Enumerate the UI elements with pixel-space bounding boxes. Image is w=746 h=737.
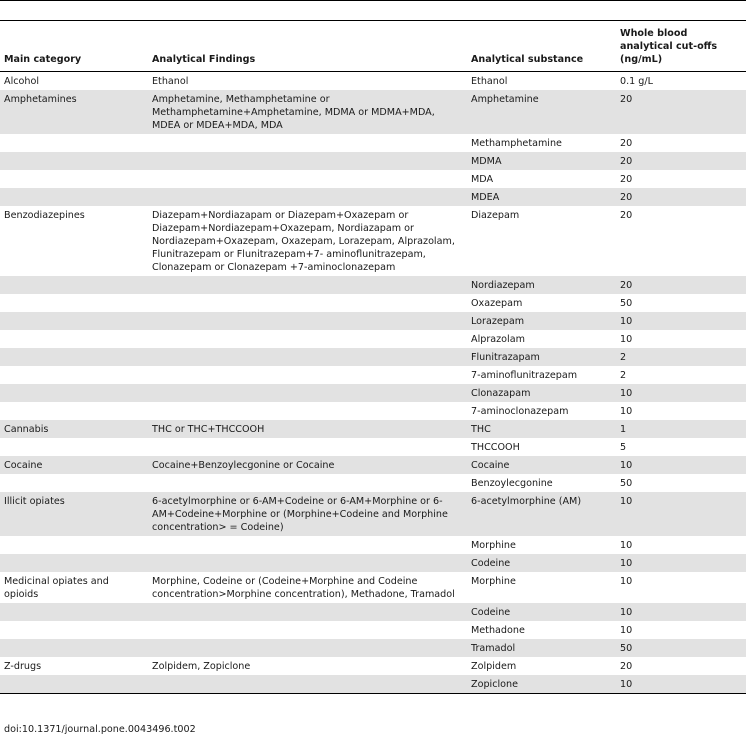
header-row — [0, 21, 746, 72]
cell-analytical-substance: MDMA — [467, 152, 616, 170]
cell-analytical-substance: Diazepam — [471, 210, 520, 221]
cell-analytical-findings — [148, 330, 467, 348]
cell-main-category: Cocaine — [0, 456, 148, 474]
cell-analytical-findings: Amphetamine, Methamphetamine or Methamphetamine+Amphetamine, MDMA or MDMA+MDA, MDEA or MDEA+MDA, MDA — [148, 90, 467, 134]
table-row — [0, 72, 746, 91]
cell-cutoff: 1 — [616, 420, 746, 438]
cell-analytical-findings — [148, 621, 467, 639]
table-row — [0, 639, 746, 657]
cell-cutoff: 2 — [616, 348, 746, 366]
cell-cutoff: 20 — [620, 661, 633, 672]
table-row — [0, 384, 746, 402]
header-analytical-substance: Analytical substance — [467, 21, 616, 72]
cell-cutoff: 10 — [620, 334, 633, 345]
cell-analytical-findings — [148, 312, 467, 330]
table-row — [0, 536, 746, 554]
table-row — [0, 621, 746, 639]
table-row — [0, 675, 746, 694]
cell-analytical-findings: THC or THC+THCCOOH — [148, 420, 467, 438]
table-row — [0, 276, 746, 294]
cell-analytical-findings — [148, 536, 467, 554]
cell-analytical-substance: Cocaine — [467, 456, 616, 474]
cell-cutoff: 10 — [620, 406, 633, 417]
cell-analytical-substance: 7-aminoflunitrazepam — [471, 370, 578, 381]
cell-analytical-substance: 6-acetylmorphine (AM) — [467, 492, 616, 536]
table-body — [0, 72, 746, 694]
cell-analytical-substance: Methadone — [471, 625, 525, 636]
table-row — [0, 420, 746, 438]
cell-analytical-substance: Codeine — [467, 554, 616, 572]
cell-main-category — [0, 402, 148, 420]
cell-cutoff: 5 — [620, 442, 627, 453]
cell-analytical-findings — [148, 188, 467, 206]
table-row — [0, 152, 746, 170]
cell-analytical-substance: Zopiclone — [467, 675, 616, 694]
cell-main-category — [0, 348, 148, 366]
cell-main-category: Alcohol — [4, 76, 39, 87]
cell-analytical-substance: Tramadol — [467, 639, 616, 657]
cell-analytical-findings: Diazepam+Nordiazapam or Diazepam+Oxazepam or Diazepam+Nordiazepam+Oxazepam, Nordiazapam or Nordiazepam+Oxazepam, Oxazepam, Lorazepam, Alprazolam, Flunitrazepam or Flunitrazepam+7- aminoflunitrazepam, Clonazepam or Clonazepam +7-aminoclonazepam — [152, 210, 455, 273]
cell-main-category — [0, 276, 148, 294]
header-main-category: Main category — [0, 21, 148, 72]
cell-analytical-substance: Ethanol — [471, 76, 508, 87]
cell-main-category — [0, 474, 148, 492]
cell-analytical-findings — [148, 603, 467, 621]
table-row — [0, 170, 746, 188]
header-cutoffs: Whole blood analytical cut-offs (ng/mL) — [616, 21, 746, 72]
cell-cutoff: 2 — [620, 370, 627, 381]
cell-analytical-findings — [148, 384, 467, 402]
cell-cutoff: 10 — [616, 554, 746, 572]
cell-analytical-substance: Flunitrazapam — [467, 348, 616, 366]
cell-main-category — [0, 536, 148, 554]
cell-analytical-substance: Benzoylecgonine — [471, 478, 553, 489]
cell-main-category — [0, 312, 148, 330]
cell-analytical-substance: Alprazolam — [471, 334, 525, 345]
table-row — [0, 572, 746, 603]
table-row — [0, 603, 746, 621]
cell-analytical-substance: MDA — [471, 174, 494, 185]
table-row — [0, 134, 746, 152]
cell-analytical-substance: Zolpidem — [471, 661, 517, 672]
cell-main-category — [0, 188, 148, 206]
cell-cutoff: 10 — [620, 540, 633, 551]
cell-analytical-substance: Clonazapam — [467, 384, 616, 402]
table-row — [0, 402, 746, 420]
cell-cutoff: 10 — [620, 576, 633, 587]
table-row — [0, 312, 746, 330]
cell-cutoff: 10 — [616, 603, 746, 621]
cell-analytical-findings: Cocaine+Benzoylecgonine or Cocaine — [148, 456, 467, 474]
table-row — [0, 330, 746, 348]
cell-analytical-findings — [148, 366, 467, 384]
cell-analytical-findings — [148, 402, 467, 420]
cell-analytical-substance: THCCOOH — [471, 442, 520, 453]
cell-analytical-substance: Amphetamine — [467, 90, 616, 134]
cell-main-category — [0, 675, 148, 694]
cell-analytical-findings: Ethanol — [152, 76, 189, 87]
cell-cutoff: 50 — [620, 478, 633, 489]
cell-analytical-substance: Oxazepam — [471, 298, 523, 309]
cell-main-category — [0, 152, 148, 170]
cell-cutoff: 10 — [616, 675, 746, 694]
table-row — [0, 348, 746, 366]
table-row — [0, 294, 746, 312]
cell-main-category — [0, 554, 148, 572]
cell-analytical-findings — [148, 675, 467, 694]
cell-cutoff: 10 — [620, 625, 633, 636]
cell-analytical-findings — [148, 554, 467, 572]
cell-cutoff: 10 — [616, 456, 746, 474]
cell-main-category — [0, 330, 148, 348]
cell-analytical-findings — [148, 348, 467, 366]
cell-analytical-substance: THC — [467, 420, 616, 438]
cell-cutoff: 10 — [616, 384, 746, 402]
cell-analytical-findings — [148, 639, 467, 657]
cell-cutoff: 20 — [616, 188, 746, 206]
cell-main-category — [0, 366, 148, 384]
cell-analytical-findings — [148, 134, 467, 152]
table-row — [0, 206, 746, 276]
table-row — [0, 456, 746, 474]
cell-cutoff: 20 — [616, 90, 746, 134]
cell-analytical-findings — [148, 474, 467, 492]
cell-analytical-substance: 7-aminoclonazepam — [471, 406, 569, 417]
cell-main-category: Cannabis — [0, 420, 148, 438]
cell-cutoff: 20 — [620, 174, 633, 185]
table-row — [0, 492, 746, 536]
cell-main-category — [0, 438, 148, 456]
cell-analytical-findings — [148, 152, 467, 170]
cell-analytical-findings — [148, 170, 467, 188]
cell-analytical-substance: Lorazepam — [467, 312, 616, 330]
cell-main-category: Amphetamines — [0, 90, 148, 134]
table-row — [0, 366, 746, 384]
table-row — [0, 188, 746, 206]
cell-analytical-substance: Morphine — [471, 576, 516, 587]
cell-cutoff: 0.1 g/L — [620, 76, 653, 87]
cell-analytical-findings — [148, 438, 467, 456]
cell-analytical-substance: Nordiazepam — [467, 276, 616, 294]
cell-analytical-substance: Morphine — [471, 540, 516, 551]
table-row — [0, 474, 746, 492]
cell-main-category — [0, 639, 148, 657]
top-rule — [0, 0, 746, 1]
cell-cutoff: 20 — [616, 152, 746, 170]
cell-cutoff: 10 — [616, 492, 746, 536]
cell-main-category: Benzodiazepines — [4, 210, 85, 221]
cell-analytical-findings: 6-acetylmorphine or 6-AM+Codeine or 6-AM+Morphine or 6-AM+Codeine+Morphine or (Morphine+Codeine and Morphine concentration> = Codeine) — [148, 492, 467, 536]
cell-cutoff: 50 — [616, 639, 746, 657]
table-row — [0, 90, 746, 134]
cell-analytical-substance: Methamphetamine — [471, 138, 562, 149]
cell-main-category: Medicinal opiates and opioids — [4, 576, 109, 600]
cell-analytical-findings: Morphine, Codeine or (Codeine+Morphine and Codeine concentration>Morphine concentration), Methadone, Tramadol — [152, 576, 455, 600]
table-row — [0, 554, 746, 572]
cell-main-category — [0, 384, 148, 402]
cell-cutoff: 20 — [620, 210, 633, 221]
header-analytical-findings: Analytical Findings — [148, 21, 467, 72]
cell-main-category — [0, 134, 148, 152]
cell-main-category: Illicit opiates — [0, 492, 148, 536]
doi-caption: doi:10.1371/journal.pone.0043496.t002 — [4, 724, 196, 735]
cell-main-category — [0, 294, 148, 312]
cell-main-category — [0, 170, 148, 188]
table-row — [0, 438, 746, 456]
cell-main-category — [0, 621, 148, 639]
cell-cutoff: 10 — [616, 312, 746, 330]
table-row — [0, 657, 746, 675]
cell-cutoff: 20 — [616, 276, 746, 294]
cell-main-category: Z-drugs — [4, 661, 42, 672]
cutoffs-table — [0, 20, 746, 694]
cell-cutoff: 50 — [620, 298, 633, 309]
cell-analytical-findings — [148, 276, 467, 294]
cell-analytical-substance: MDEA — [467, 188, 616, 206]
cell-cutoff: 20 — [620, 138, 633, 149]
cell-analytical-findings: Zolpidem, Zopiclone — [152, 661, 251, 672]
cell-main-category — [0, 603, 148, 621]
cell-analytical-findings — [148, 294, 467, 312]
cell-analytical-substance: Codeine — [467, 603, 616, 621]
